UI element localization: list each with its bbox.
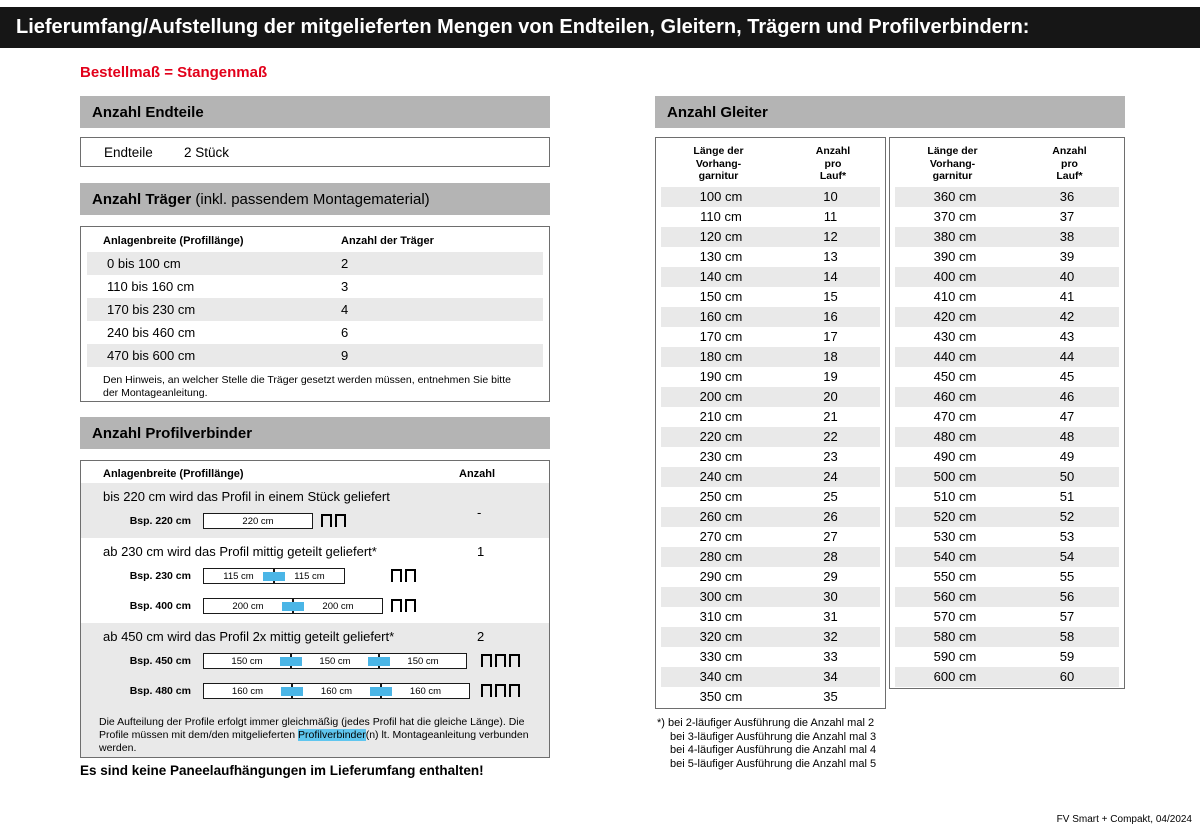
length-cell: 200 cm <box>699 389 743 404</box>
profile-example <box>81 676 549 706</box>
table-row <box>661 327 880 347</box>
page-title-bar <box>0 7 1200 48</box>
count-cell: 37 <box>1059 209 1075 224</box>
table-row <box>895 347 1119 367</box>
count-cell: 45 <box>1059 369 1075 384</box>
count-cell: 19 <box>823 369 838 384</box>
profilverbinder-table <box>80 460 550 758</box>
profile-diagram <box>203 683 470 699</box>
count-cell: 32 <box>823 629 838 644</box>
length-cell: 100 cm <box>699 189 743 204</box>
profile-segment: 150 cm <box>203 653 291 669</box>
column-header-anzahl: Anzahl pro Lauf* <box>1052 145 1087 182</box>
example-label: Bsp. 230 cm <box>129 570 191 582</box>
length-cell: 330 cm <box>699 649 743 664</box>
range-cell: 170 bis 230 cm <box>107 302 196 317</box>
table-row <box>87 275 543 298</box>
profile-segment: 115 cm <box>274 568 345 584</box>
bracket-icon <box>481 684 520 697</box>
table-row <box>895 587 1119 607</box>
profile-segment: 200 cm <box>203 598 293 614</box>
note-text-after: (n) lt. Montageanleitung verbunden werden. <box>99 729 529 754</box>
table-row <box>895 647 1119 667</box>
count-cell: 34 <box>823 669 838 684</box>
table-row <box>895 467 1119 487</box>
length-cell: 300 cm <box>699 589 743 604</box>
profile-segment: 160 cm <box>203 683 292 699</box>
length-cell: 470 cm <box>933 409 977 424</box>
length-cell: 310 cm <box>699 609 743 624</box>
section-title: Anzahl Profilverbinder <box>92 424 253 442</box>
count-cell: 13 <box>823 249 838 264</box>
column-header-anzahl: Anzahl pro Lauf* <box>815 145 851 182</box>
count-cell: 57 <box>1059 609 1075 624</box>
length-cell: 340 cm <box>699 669 743 684</box>
section-header-traeger <box>80 183 550 215</box>
column-header-anzahl-traeger: Anzahl der Träger <box>341 235 434 247</box>
length-cell: 110 cm <box>700 209 742 224</box>
section-title: Anzahl Träger <box>92 190 192 208</box>
table-row <box>895 387 1119 407</box>
count-cell: 17 <box>823 329 838 344</box>
length-cell: 530 cm <box>933 529 977 544</box>
bracket-icon <box>391 569 416 582</box>
example-label: Bsp. 480 cm <box>129 685 191 697</box>
count-cell: 2 <box>341 256 349 271</box>
count-cell: 49 <box>1059 449 1075 464</box>
count-cell: 12 <box>823 229 838 244</box>
footnote-line: bei 5-läufiger Ausführung die Anzahl mal 5 <box>670 757 877 770</box>
table-row <box>661 287 880 307</box>
length-cell: 120 cm <box>699 229 743 244</box>
length-cell: 430 cm <box>933 329 977 344</box>
profile-segment: 200 cm <box>293 598 383 614</box>
count-cell: 25 <box>823 489 838 504</box>
count-cell: 15 <box>823 289 838 304</box>
count-cell: 11 <box>823 209 838 224</box>
table-row <box>661 447 880 467</box>
table-row <box>895 507 1119 527</box>
range-cell: 240 bis 460 cm <box>107 325 196 340</box>
length-cell: 390 cm <box>933 249 977 264</box>
table-row <box>895 407 1119 427</box>
length-cell: 270 cm <box>699 529 743 544</box>
length-cell: 540 cm <box>933 549 977 564</box>
table-header <box>656 138 885 187</box>
length-cell: 500 cm <box>933 469 977 484</box>
count-cell: 26 <box>823 509 838 524</box>
profile-example <box>81 506 549 536</box>
traeger-table <box>80 226 550 402</box>
count-cell: 43 <box>1059 329 1075 344</box>
column-header-anlagenbreite: Anlagenbreite (Profillänge) <box>103 235 244 247</box>
length-cell: 260 cm <box>699 509 743 524</box>
note-text-before: Die Aufteilung der Profile erfolgt immer gleichmäßig (jedes Profil hat die gleiche Länge). Die Profile müssen mit dem/den mitgelieferten <box>99 716 525 741</box>
length-cell: 510 cm <box>933 489 977 504</box>
example-label: Bsp. 220 cm <box>129 515 191 527</box>
footer-statement: Es sind keine Paneelaufhängungen im Lieferumfang enthalten! <box>80 763 484 778</box>
count-cell: 51 <box>1059 489 1075 504</box>
count-cell: 31 <box>823 609 838 624</box>
length-cell: 150 cm <box>699 289 743 304</box>
profil-note <box>81 708 549 757</box>
table-row <box>661 527 880 547</box>
endteile-box <box>80 137 550 167</box>
profile-connector-icon <box>370 687 392 696</box>
table-row <box>661 247 880 267</box>
table-row <box>895 207 1119 227</box>
length-cell: 550 cm <box>933 569 977 584</box>
table-row <box>661 667 880 687</box>
count-cell: 24 <box>823 469 838 484</box>
length-cell: 520 cm <box>933 509 977 524</box>
length-cell: 190 cm <box>699 369 743 384</box>
profile-example <box>81 561 549 591</box>
section-header-gleiter <box>655 96 1125 128</box>
example-label: Bsp. 400 cm <box>129 600 191 612</box>
table-row <box>661 387 880 407</box>
count-cell: 41 <box>1059 289 1075 304</box>
length-cell: 230 cm <box>699 449 743 464</box>
profil-group-ab-230 <box>81 538 549 623</box>
count-cell: 18 <box>823 349 838 364</box>
profil-group-bis-220 <box>81 483 549 538</box>
footnote-line: *) bei 2-läufiger Ausführung die Anzahl mal 2 <box>657 717 875 729</box>
table-row <box>661 507 880 527</box>
gleiter-table-2 <box>889 137 1125 689</box>
document-reference: FV Smart + Compakt, 04/2024 <box>1056 814 1192 825</box>
table-header <box>81 461 549 483</box>
length-cell: 370 cm <box>933 209 977 224</box>
table-row <box>661 687 880 707</box>
count-cell: 60 <box>1059 669 1075 684</box>
table-header <box>890 138 1124 187</box>
profile-connector-icon <box>368 657 390 666</box>
column-header-laenge: Länge der Vorhang- garnitur <box>693 145 744 182</box>
table-row <box>661 567 880 587</box>
bracket-icon <box>321 514 346 527</box>
count-cell: 59 <box>1059 649 1075 664</box>
count-value: 1 <box>477 544 485 559</box>
length-cell: 210 cm <box>699 409 743 424</box>
length-cell: 240 cm <box>699 469 743 484</box>
page-title: Lieferumfang/Aufstellung der mitgelieferten Mengen von Endteilen, Gleitern, Trägern und Profilverbindern: <box>16 16 1030 38</box>
length-cell: 380 cm <box>933 229 977 244</box>
table-row <box>895 367 1119 387</box>
table-row <box>895 247 1119 267</box>
table-row <box>661 307 880 327</box>
column-header-anlagenbreite: Anlagenbreite (Profillänge) <box>103 468 244 480</box>
count-cell: 10 <box>823 189 838 204</box>
count-cell: 55 <box>1059 569 1075 584</box>
length-cell: 460 cm <box>933 389 977 404</box>
count-cell: 33 <box>823 649 838 664</box>
table-row <box>895 427 1119 447</box>
count-cell: 44 <box>1059 349 1075 364</box>
group-description: bis 220 cm wird das Profil in einem Stück geliefert <box>103 489 390 504</box>
profile-example <box>81 591 549 621</box>
count-cell: 46 <box>1059 389 1075 404</box>
length-cell: 180 cm <box>699 349 743 364</box>
count-cell: 56 <box>1059 589 1075 604</box>
profile-segment: 150 cm <box>379 653 467 669</box>
length-cell: 360 cm <box>933 189 977 204</box>
count-cell: 20 <box>823 389 838 404</box>
length-cell: 220 cm <box>699 429 743 444</box>
table-row <box>895 667 1119 687</box>
endteile-label: Endteile <box>104 144 153 160</box>
length-cell: 570 cm <box>933 609 977 624</box>
table-row <box>895 327 1119 347</box>
table-row <box>661 427 880 447</box>
length-cell: 350 cm <box>699 689 743 704</box>
table-row <box>895 487 1119 507</box>
count-cell: 50 <box>1059 469 1075 484</box>
bracket-icon <box>391 599 416 612</box>
range-cell: 110 bis 160 cm <box>107 279 195 294</box>
count-cell: 42 <box>1059 309 1075 324</box>
profile-segment: 160 cm <box>381 683 470 699</box>
count-cell: 4 <box>341 302 349 317</box>
table-row <box>87 252 543 275</box>
count-cell: 6 <box>341 325 349 340</box>
profile-connector-icon <box>280 657 302 666</box>
profile-segment: 150 cm <box>291 653 379 669</box>
length-cell: 290 cm <box>699 569 743 584</box>
table-row <box>895 547 1119 567</box>
table-row <box>661 367 880 387</box>
count-cell: 23 <box>823 449 838 464</box>
bracket-icon <box>481 654 520 667</box>
section-title: Anzahl Endteile <box>92 103 204 121</box>
gleiter-rows-1 <box>656 187 885 707</box>
count-cell: 27 <box>823 529 838 544</box>
length-cell: 140 cm <box>699 269 743 284</box>
count-cell: 47 <box>1059 409 1075 424</box>
length-cell: 600 cm <box>933 669 977 684</box>
table-row <box>661 207 880 227</box>
table-row <box>661 607 880 627</box>
table-row <box>87 344 543 367</box>
count-cell: 53 <box>1059 529 1075 544</box>
count-cell: 28 <box>823 549 838 564</box>
table-row <box>661 407 880 427</box>
profile-connector-icon <box>282 602 304 611</box>
group-description: ab 230 cm wird das Profil mittig geteilt geliefert* <box>103 544 377 559</box>
column-header-anzahl: Anzahl <box>459 468 496 480</box>
table-row <box>895 187 1119 207</box>
section-header-profilverbinder <box>80 417 550 449</box>
gleiter-footnotes <box>657 717 876 771</box>
length-cell: 400 cm <box>933 269 977 284</box>
table-row <box>661 647 880 667</box>
count-cell: 36 <box>1059 189 1075 204</box>
table-row <box>661 487 880 507</box>
profile-segment: 115 cm <box>203 568 274 584</box>
length-cell: 160 cm <box>699 309 743 324</box>
length-cell: 450 cm <box>933 369 977 384</box>
table-row <box>87 298 543 321</box>
profile-segment: 220 cm <box>203 513 313 529</box>
length-cell: 590 cm <box>933 649 977 664</box>
section-header-endteile <box>80 96 550 128</box>
length-cell: 320 cm <box>699 629 743 644</box>
length-cell: 420 cm <box>933 309 977 324</box>
table-row <box>661 227 880 247</box>
table-row <box>895 307 1119 327</box>
section-title-suffix: (inkl. passendem Montagematerial) <box>191 190 430 208</box>
table-row <box>661 627 880 647</box>
example-label: Bsp. 450 cm <box>129 655 191 667</box>
subtitle: Bestellmaß = Stangenmaß <box>80 64 268 81</box>
profile-diagram <box>203 568 345 584</box>
length-cell: 580 cm <box>933 629 977 644</box>
table-row <box>661 187 880 207</box>
footnote-line: bei 3-läufiger Ausführung die Anzahl mal 3 <box>670 730 877 743</box>
count-cell: 22 <box>823 429 838 444</box>
count-cell: 29 <box>823 569 838 584</box>
table-row <box>895 267 1119 287</box>
length-cell: 490 cm <box>933 449 977 464</box>
traeger-note: Den Hinweis, an welcher Stelle die Träger gesetzt werden müssen, entnehmen Sie bitte der Montageanleitung. <box>103 374 511 399</box>
column-header-laenge: Länge der Vorhang- garnitur <box>927 145 978 182</box>
length-cell: 280 cm <box>699 549 743 564</box>
profile-example <box>81 646 549 676</box>
range-cell: 470 bis 600 cm <box>107 348 196 363</box>
profile-diagram <box>203 653 467 669</box>
table-row <box>895 627 1119 647</box>
table-row <box>661 587 880 607</box>
table-row <box>895 447 1119 467</box>
length-cell: 410 cm <box>933 289 977 304</box>
length-cell: 170 cm <box>699 329 743 344</box>
note-highlight: Profilverbinder <box>298 729 366 741</box>
section-title: Anzahl Gleiter <box>667 103 768 121</box>
count-cell: 54 <box>1059 549 1075 564</box>
table-row <box>661 467 880 487</box>
count-cell: 58 <box>1059 629 1075 644</box>
count-value: - <box>477 505 482 520</box>
profile-diagram <box>203 513 313 529</box>
count-cell: 48 <box>1059 429 1075 444</box>
group-description: ab 450 cm wird das Profil 2x mittig geteilt geliefert* <box>103 629 395 644</box>
count-cell: 40 <box>1059 269 1075 284</box>
count-cell: 35 <box>823 689 838 704</box>
count-cell: 38 <box>1059 229 1075 244</box>
table-row <box>661 267 880 287</box>
profile-connector-icon <box>281 687 303 696</box>
table-row <box>895 607 1119 627</box>
profile-diagram <box>203 598 383 614</box>
profil-group-ab-450 <box>81 623 549 708</box>
count-cell: 14 <box>823 269 838 284</box>
gleiter-table-1 <box>655 137 886 709</box>
count-value: 2 <box>477 629 485 644</box>
endteile-value: 2 Stück <box>184 144 230 160</box>
profile-segment: 160 cm <box>292 683 381 699</box>
count-cell: 3 <box>341 279 349 294</box>
count-cell: 9 <box>341 348 349 363</box>
length-cell: 130 cm <box>699 249 743 264</box>
count-cell: 30 <box>823 589 838 604</box>
table-header <box>81 227 549 252</box>
length-cell: 480 cm <box>933 429 977 444</box>
table-row <box>895 527 1119 547</box>
table-row <box>895 227 1119 247</box>
gleiter-rows-2 <box>890 187 1124 687</box>
table-row <box>661 547 880 567</box>
table-row <box>895 287 1119 307</box>
footnote-line: bei 4-läufiger Ausführung die Anzahl mal 4 <box>670 744 877 756</box>
traeger-rows <box>81 252 549 367</box>
length-cell: 250 cm <box>699 489 743 504</box>
count-cell: 21 <box>823 409 838 424</box>
table-row <box>87 321 543 344</box>
length-cell: 440 cm <box>933 349 977 364</box>
count-cell: 16 <box>823 309 838 324</box>
table-row <box>895 567 1119 587</box>
count-cell: 39 <box>1059 249 1075 264</box>
range-cell: 0 bis 100 cm <box>107 256 181 271</box>
table-row <box>661 347 880 367</box>
count-cell: 52 <box>1059 509 1075 524</box>
profile-connector-icon <box>263 572 285 581</box>
length-cell: 560 cm <box>933 589 977 604</box>
